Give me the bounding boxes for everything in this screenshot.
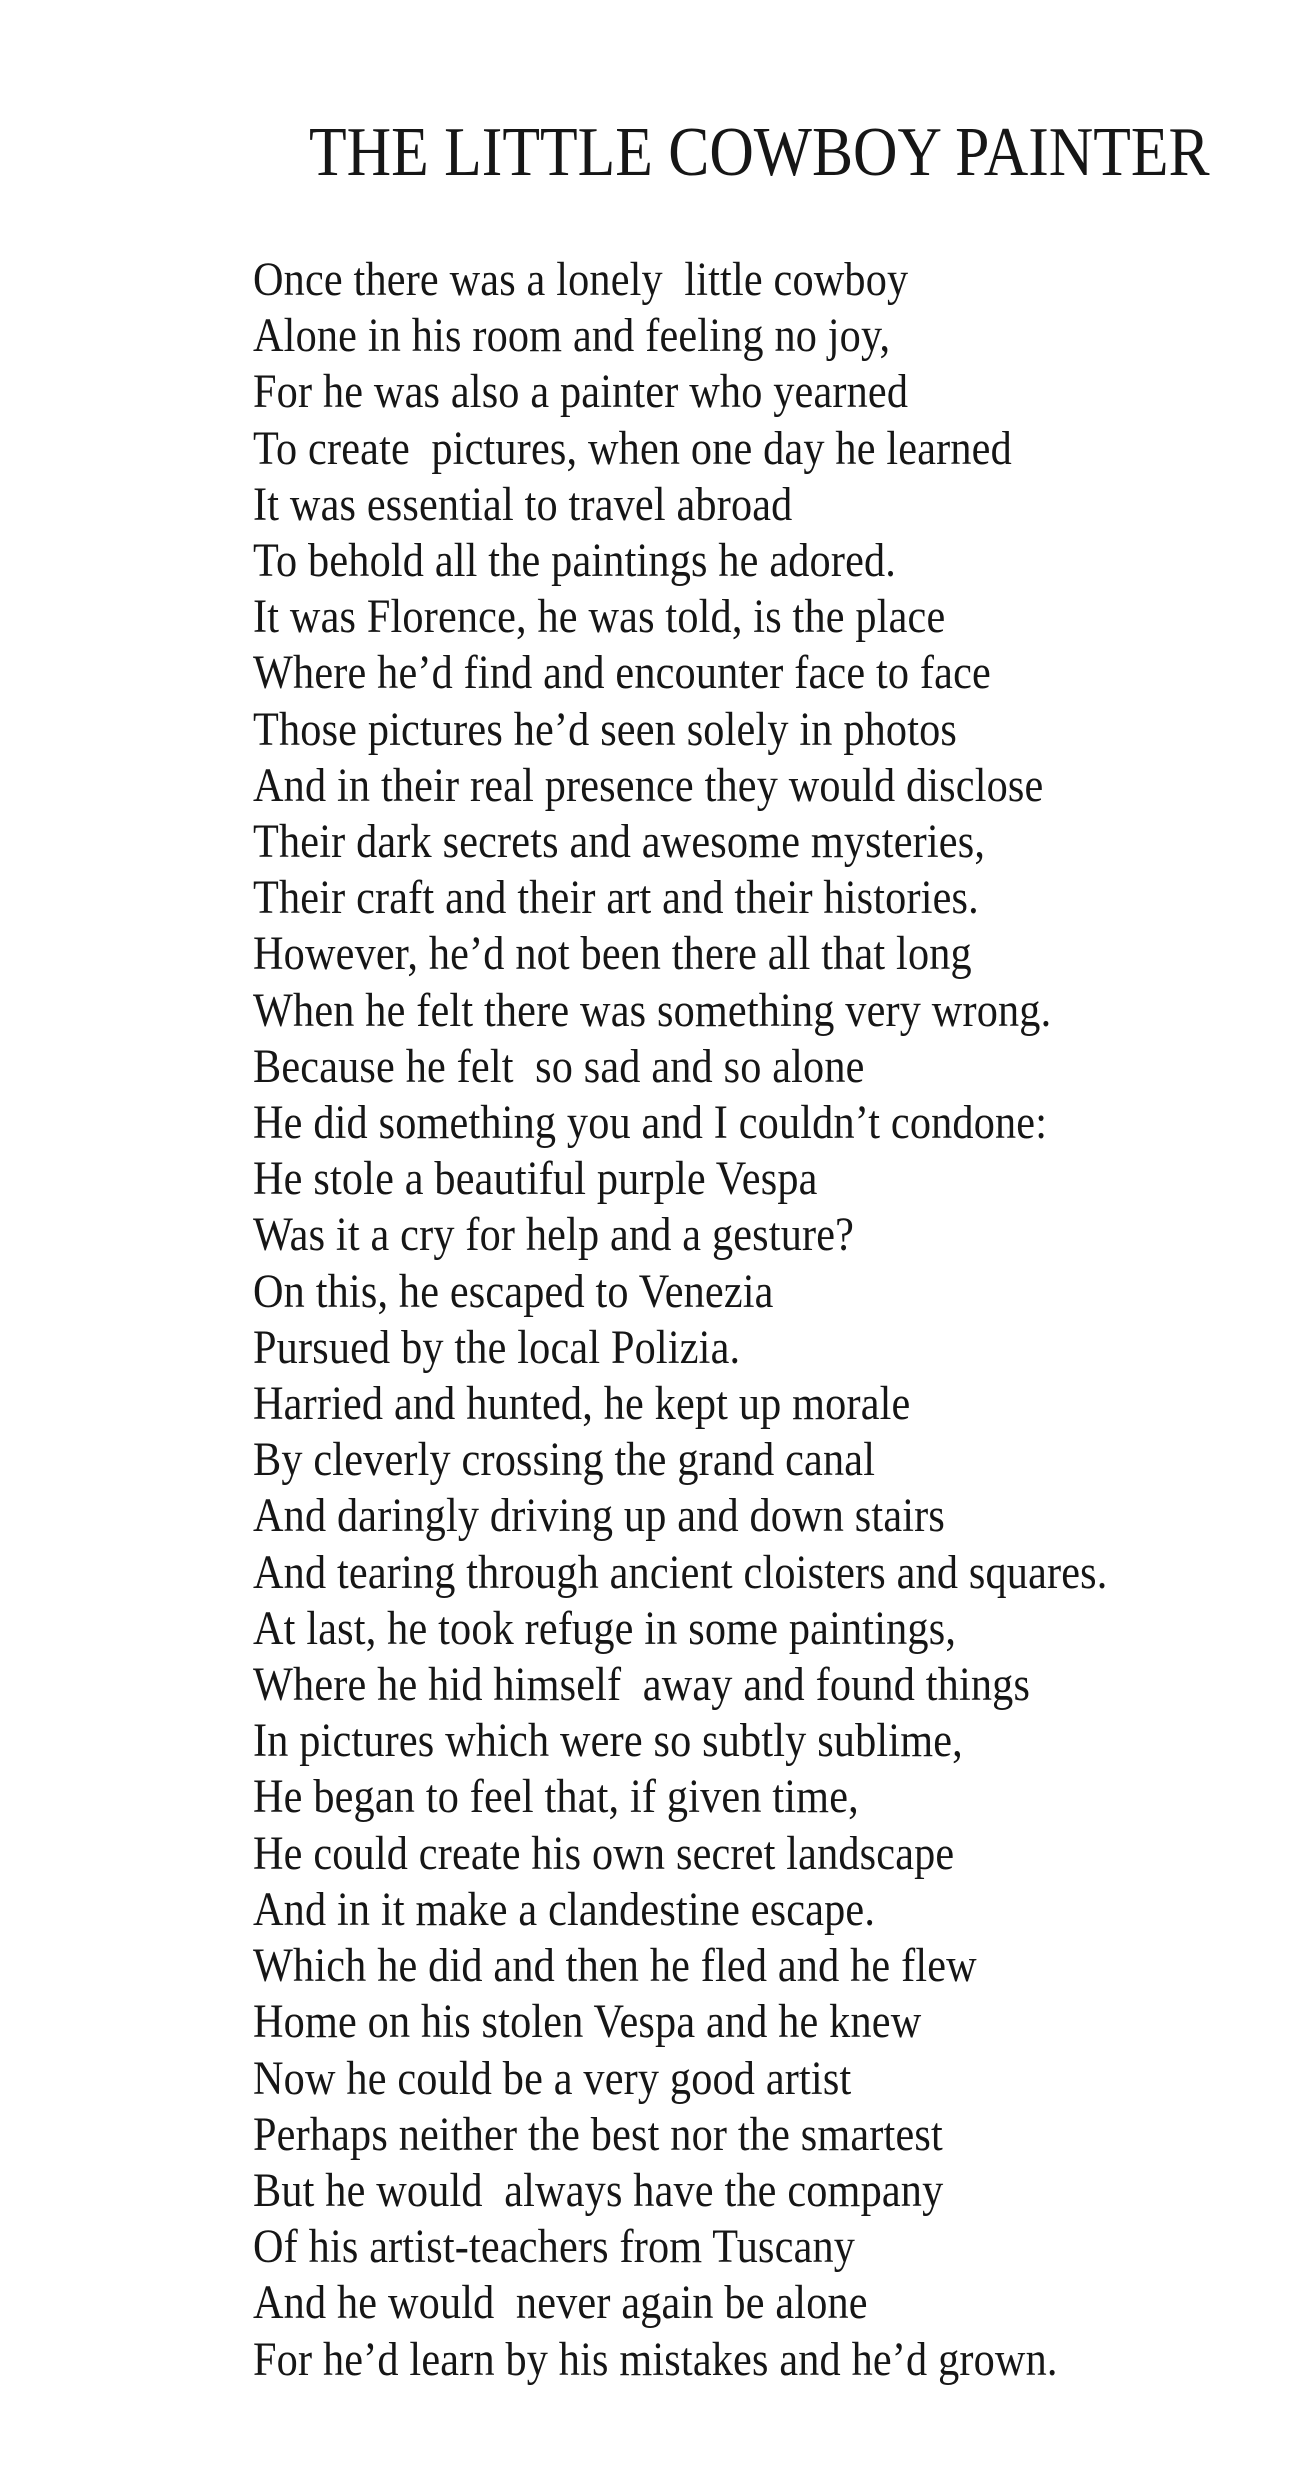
poem-line: Alone in his room and feeling no joy, xyxy=(253,309,891,363)
poem-line: Where he’d find and encounter face to face xyxy=(253,646,991,700)
poem-line: Pursued by the local Polizia. xyxy=(253,1320,741,1374)
poem-line: And tearing through ancient cloisters and squares. xyxy=(253,1545,1108,1599)
poem-line: It was Florence, he was told, is the place xyxy=(253,590,946,644)
poem-line: He could create his own secret landscape xyxy=(253,1826,955,1880)
poem-line: By cleverly crossing the grand canal xyxy=(253,1433,876,1487)
poem-line: But he would always have the company xyxy=(253,2163,944,2217)
poem-line: However, he’d not been there all that long xyxy=(253,927,972,981)
poem-line: Home on his stolen Vespa and he knew xyxy=(253,1995,922,2049)
poem-line: Where he hid himself away and found things xyxy=(253,1658,1031,1712)
poem-line: Because he felt so sad and so alone xyxy=(253,1039,865,1093)
poem-line: He began to feel that, if given time, xyxy=(253,1770,859,1824)
poem-line: To behold all the paintings he adored. xyxy=(253,534,897,588)
poem-line: He stole a beautiful purple Vespa xyxy=(253,1152,818,1206)
poem-line: In pictures which were so subtly sublime, xyxy=(253,1714,963,1768)
poem-line: Now he could be a very good artist xyxy=(253,2051,852,2105)
poem-line: At last, he took refuge in some paintings, xyxy=(253,1601,957,1655)
poem-line: Harried and hunted, he kept up morale xyxy=(253,1377,911,1431)
poem-line: To create pictures, when one day he learned xyxy=(253,421,1012,475)
poem-line: For he was also a painter who yearned xyxy=(253,365,909,419)
poem-line: Their craft and their art and their histories. xyxy=(253,871,979,925)
poem-line: And in their real presence they would disclose xyxy=(253,758,1044,812)
poem-line: Once there was a lonely little cowboy xyxy=(253,253,909,306)
poem-line: And in it make a clandestine escape. xyxy=(253,1882,876,1936)
poem-line: And he would never again be alone xyxy=(253,2276,868,2330)
poem-line: Was it a cry for help and a gesture? xyxy=(253,1208,855,1262)
poem-line: Of his artist-teachers from Tuscany xyxy=(253,2220,856,2274)
poem-line: Perhaps neither the best nor the smartest xyxy=(253,2107,943,2161)
poem-title: THE LITTLE COWBOY PAINTER xyxy=(309,114,1210,191)
poem-line: Their dark secrets and awesome mysteries, xyxy=(253,815,986,869)
poem-line: And daringly driving up and down stairs xyxy=(253,1489,946,1543)
poem-line: On this, he escaped to Venezia xyxy=(253,1264,774,1318)
poem-line: When he felt there was something very wrong. xyxy=(253,983,1052,1037)
poem-line: Which he did and then he fled and he flew xyxy=(253,1939,977,1993)
poem-line: Those pictures he’d seen solely in photos xyxy=(253,702,958,756)
poem-body xyxy=(253,252,1108,2388)
poem-line: For he’d learn by his mistakes and he’d grown. xyxy=(253,2332,1058,2386)
poem-line: He did something you and I couldn’t condone: xyxy=(253,1096,1048,1150)
poem-line: It was essential to travel abroad xyxy=(253,477,793,531)
